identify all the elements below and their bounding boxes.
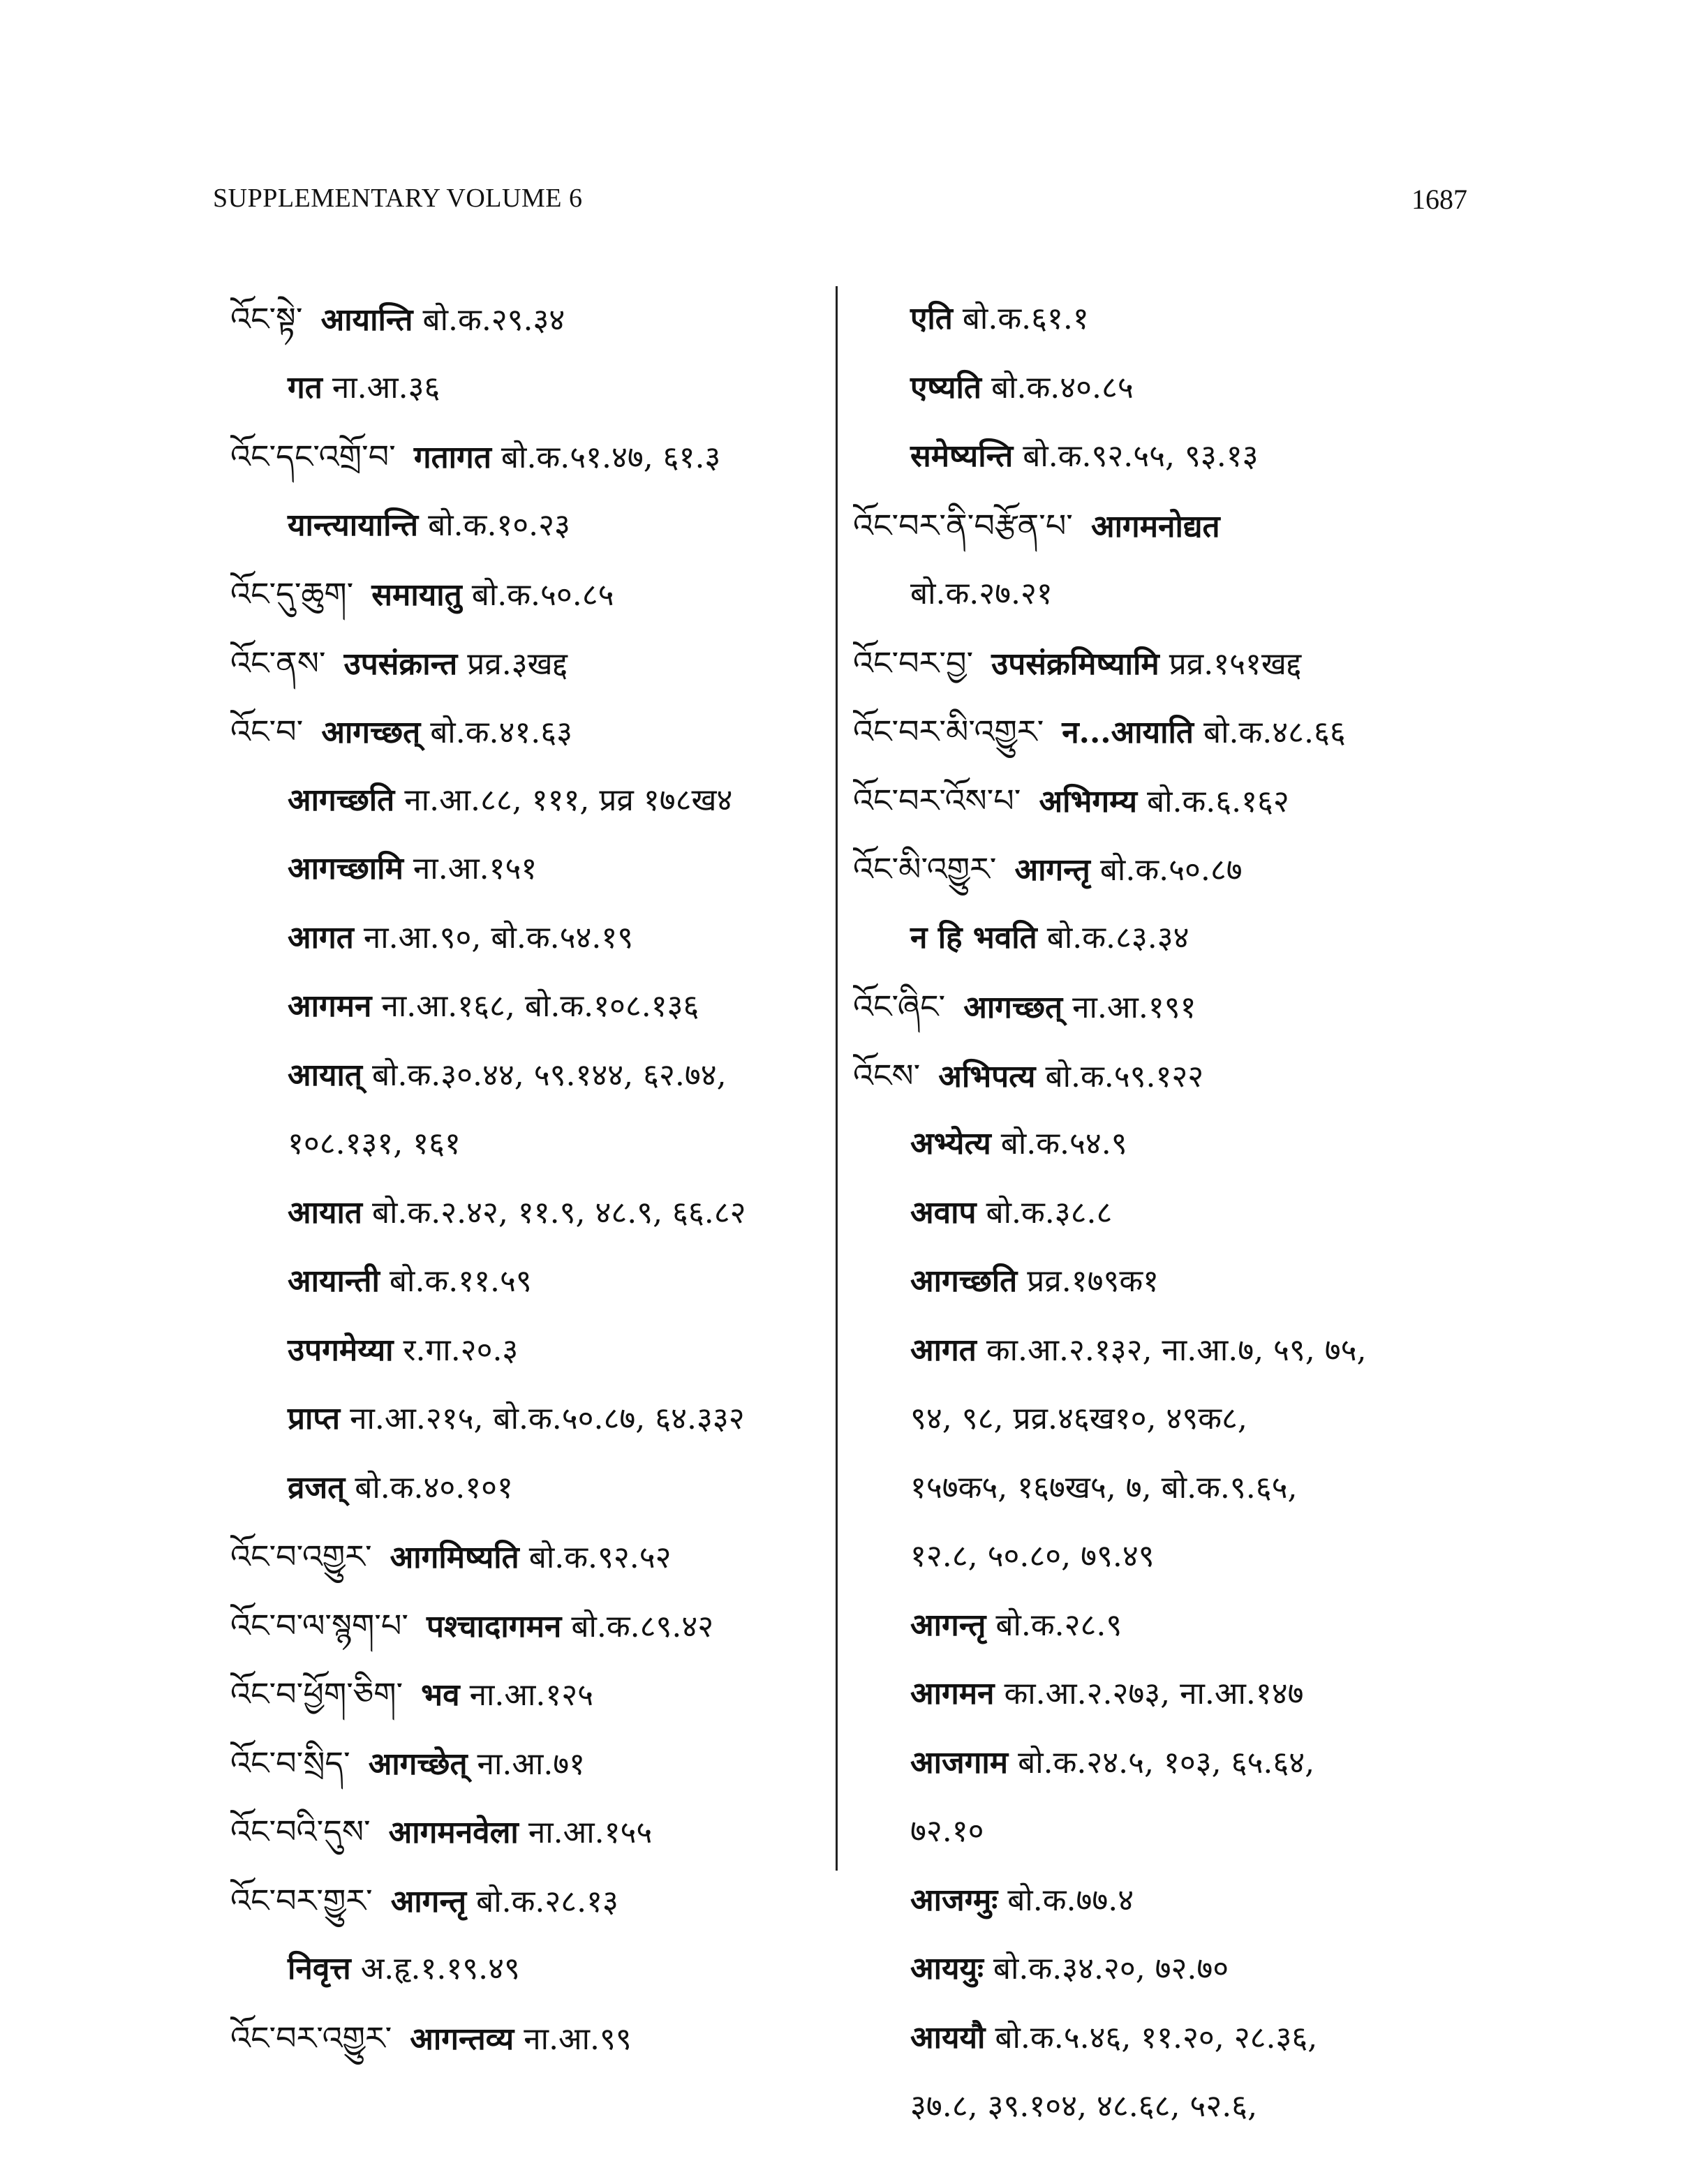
source-reference: बो.क.४१.६३: [430, 715, 572, 750]
dictionary-entry-line: [853, 1110, 1467, 1179]
source-reference: प्रव्र.३खद्द: [467, 646, 568, 682]
dictionary-entry-line: [853, 2004, 1467, 2073]
tibetan-headword: འོང་བར་བྱ་: [853, 644, 974, 682]
dictionary-entry-line: [853, 1247, 1467, 1316]
source-reference: बो.क.४८.६६: [1203, 715, 1346, 750]
dictionary-entry-line: [230, 1935, 831, 2004]
dictionary-entry-line: [230, 1729, 831, 1798]
source-reference: ९४, ९८, प्रव्र.४६ख१०, ४९क८,: [910, 1401, 1247, 1436]
sanskrit-equivalent: आयान्ती: [288, 1263, 380, 1299]
dictionary-entry-line: [853, 629, 1467, 698]
dictionary-entry-line: [230, 972, 831, 1041]
sanskrit-equivalent: भव: [421, 1677, 460, 1713]
sanskrit-equivalent: एति: [910, 301, 953, 336]
source-reference: ना.आ.७१: [477, 1746, 586, 1782]
tibetan-headword: འོང་བ་སྲིད་: [230, 1744, 350, 1782]
tibetan-headword: འོང་བར་འགྱུར་: [230, 2019, 392, 2057]
sanskrit-equivalent: गतागत: [413, 440, 491, 475]
source-reference: बो.क.२८.१३: [476, 1883, 618, 1919]
sanskrit-equivalent: अभिपत्य: [938, 1058, 1036, 1094]
source-reference: बो.क.५९.१२२: [1045, 1058, 1204, 1094]
dictionary-entry-line: [853, 904, 1467, 973]
sanskrit-equivalent: आगच्छत्: [963, 990, 1063, 1025]
tibetan-headword: འོང་སྟེ་: [230, 300, 303, 338]
dictionary-entry-line: [230, 697, 831, 766]
sanskrit-equivalent: अभ्येत्य: [910, 1126, 991, 1161]
source-reference: बो.क.८३.३४: [1046, 919, 1189, 956]
sanskrit-equivalent: न हि भवति: [910, 919, 1037, 956]
source-reference: बो.क.३८.८: [986, 1194, 1113, 1231]
sanskrit-equivalent: गत: [288, 369, 323, 406]
dictionary-entry-line: [853, 1522, 1467, 1591]
sanskrit-equivalent: अभिगम्य: [1039, 783, 1137, 819]
dictionary-entry-line: [230, 422, 831, 491]
source-reference: ना.आ.१६८, बो.क.१०८.१३६: [381, 988, 699, 1024]
source-reference: का.आ.२.२७३, ना.आ.१४७: [1004, 1676, 1304, 1711]
dictionary-entry-line: [853, 1385, 1467, 1454]
source-reference: बो.क.५४.९: [1000, 1126, 1127, 1161]
source-reference: अ.हृ.१.१९.४९: [360, 1951, 520, 1986]
source-reference: बो.क.२.४२, ११.९, ४८.९, ६६.८२: [371, 1194, 746, 1231]
source-reference: बो.क.४०.१०१: [355, 1469, 513, 1506]
dictionary-entry-line: [853, 1454, 1467, 1523]
tibetan-headword: འོང་བ་ཕྱོག་ཅིག་: [230, 1675, 403, 1713]
sanskrit-equivalent: आगमन: [910, 1676, 995, 1711]
source-reference: १५७क५, १६७ख५, ७, बो.क.९.६५,: [910, 1469, 1298, 1506]
sanskrit-equivalent: आगन्तृ: [910, 1607, 986, 1643]
sanskrit-equivalent: आजगाम: [910, 1744, 1009, 1781]
dictionary-entry-line: [853, 1866, 1467, 1936]
dictionary-entry-line: [230, 1454, 831, 1523]
dictionary-entry-line: [230, 354, 831, 423]
dictionary-entry-line: [230, 1247, 831, 1316]
dictionary-entry-line: [853, 697, 1467, 766]
tibetan-headword: འོང་བར་ནི་བརྩོན་པ་: [853, 506, 1073, 544]
dictionary-entry-line: [853, 1179, 1467, 1248]
sanskrit-equivalent: आगन्तृ: [390, 1883, 467, 1919]
sanskrit-equivalent: आगच्छेत्: [368, 1746, 468, 1782]
source-reference: बो.क.९२.५५, ९३.१३: [1023, 438, 1259, 474]
tibetan-headword: འོང་བ་ལ་སྙག་པ་: [230, 1606, 409, 1644]
sanskrit-equivalent: आगच्छामि: [288, 851, 403, 886]
sanskrit-equivalent: आययौ: [910, 2019, 986, 2056]
sanskrit-equivalent: आगमिष्यति: [390, 1540, 519, 1575]
sanskrit-equivalent: समायातु: [371, 577, 462, 613]
sanskrit-equivalent: आययुः: [910, 1951, 984, 1986]
source-reference: ना.आ.९९: [524, 2021, 632, 2057]
tibetan-headword: འོངས་: [853, 1056, 921, 1094]
sanskrit-equivalent: आगमनवेला: [388, 1815, 519, 1850]
source-reference: बो.क.५.४६, ११.२०, २८.३६,: [995, 2019, 1318, 2056]
sanskrit-equivalent: निवृत्त: [288, 1951, 351, 1986]
dictionary-entry-line: [230, 1110, 831, 1179]
sanskrit-equivalent: आजग्मुः: [910, 1882, 998, 1918]
source-reference: १०८.१३१, १६१: [288, 1126, 461, 1161]
source-reference: ना.आ.१५५: [528, 1815, 653, 1850]
dictionary-entry-line: [230, 2004, 831, 2073]
source-reference: ३७.८, ३९.१०४, ४८.६८, ५२.६,: [910, 2088, 1258, 2124]
sanskrit-equivalent: आगत: [910, 1332, 977, 1368]
source-reference: बो.क.५०.८७: [1099, 852, 1243, 888]
dictionary-entry-line: [853, 1041, 1467, 1110]
source-reference: बो.क.२४.५, १०३, ६५.६४,: [1018, 1744, 1315, 1781]
source-reference: ना.आ.२१५, बो.क.५०.८७, ६४.३३२: [350, 1401, 745, 1436]
dictionary-entry-line: [230, 1591, 831, 1661]
source-reference: बो.क.११.५९: [389, 1263, 532, 1299]
source-reference: बो.क.४०.८५: [991, 369, 1134, 406]
source-reference: प्रव्र.१७९क१: [1027, 1263, 1159, 1299]
dictionary-entry-line: [853, 491, 1467, 560]
source-reference: बो.क.२८.९: [995, 1607, 1122, 1643]
dictionary-entry-line: [853, 354, 1467, 423]
sanskrit-equivalent: व्रजत्: [288, 1469, 346, 1506]
sanskrit-equivalent: आगच्छति: [288, 782, 395, 818]
tibetan-headword: འོང་ཞིང་: [853, 988, 946, 1025]
sanskrit-equivalent: अवाप: [910, 1194, 977, 1231]
dictionary-entry-line: [853, 1935, 1467, 2004]
sanskrit-equivalent: आगमन: [288, 988, 372, 1024]
sanskrit-equivalent: आगच्छत्: [321, 715, 421, 750]
source-reference: बो.क.१०.२३: [428, 507, 570, 543]
running-header: SUPPLEMENTARY VOLUME 6: [213, 184, 583, 213]
dictionary-entry-line: [853, 1591, 1467, 1661]
source-reference: ७२.१०: [910, 1813, 984, 1849]
sanskrit-equivalent: न...आयाति: [1062, 715, 1194, 750]
sanskrit-equivalent: उपसंक्रान्त: [343, 646, 458, 682]
dictionary-entry-line: [853, 1797, 1467, 1866]
dictionary-entry-line: [230, 766, 831, 835]
source-reference: १२.८, ५०.८०, ७९.४९: [910, 1538, 1155, 1574]
dictionary-entry-line: [230, 1522, 831, 1591]
right-column: [853, 285, 1467, 2141]
source-reference: बो.क.७७.४: [1007, 1882, 1134, 1918]
sanskrit-equivalent: आगमनोद्यत: [1090, 508, 1220, 544]
source-reference: प्रव्र.१५१खद्द: [1169, 646, 1302, 682]
dictionary-entry-line: [230, 560, 831, 629]
source-reference: बो.क.८९.४२: [571, 1608, 714, 1644]
dictionary-entry-line: [230, 1179, 831, 1248]
sanskrit-equivalent: एष्यति: [910, 369, 981, 406]
sanskrit-equivalent: आयात्: [288, 1057, 362, 1093]
column-divider: [836, 286, 838, 1871]
dictionary-entry-line: [230, 1041, 831, 1110]
sanskrit-equivalent: आगन्तृ: [1014, 852, 1090, 888]
tibetan-headword: འོང་བར་གྱུར་: [230, 1881, 373, 1919]
dictionary-entry-line: [230, 1866, 831, 1936]
sanskrit-equivalent: प्राप्त: [288, 1401, 341, 1436]
dictionary-entry-line: [230, 1660, 831, 1729]
source-reference: ना.आ.३६: [332, 369, 440, 406]
tibetan-headword: འོང་དང་འགྲོ་བ་: [230, 438, 396, 475]
source-reference: ना.आ.९०, बो.क.५४.१९: [363, 919, 634, 956]
sanskrit-equivalent: आगत: [288, 919, 354, 956]
tibetan-headword: འོང་བར་མི་འགྱུར་: [853, 713, 1044, 750]
dictionary-entry-line: [230, 835, 831, 904]
source-reference: बो.क.६१.१: [962, 301, 1089, 336]
source-reference: ना.आ.१५१: [413, 851, 538, 886]
sanskrit-equivalent: आयान्ति: [320, 302, 413, 338]
source-reference: ना.आ.१९१: [1072, 990, 1196, 1025]
tibetan-headword: འོང་བ་འགྱུར་: [230, 1538, 372, 1575]
dictionary-entry-line: [853, 285, 1467, 354]
source-reference: बो.क.५०.८५: [471, 577, 614, 613]
dictionary-entry-line: [230, 491, 831, 560]
dictionary-entry-line: [853, 2072, 1467, 2141]
dictionary-entry-line: [230, 1316, 831, 1386]
tibetan-headword: འོང་མི་འགྱུར་: [853, 850, 997, 888]
sanskrit-equivalent: उपसंक्रमिष्यामि: [991, 646, 1159, 682]
dictionary-entry-line: [853, 560, 1467, 629]
dictionary-entry-line: [853, 835, 1467, 904]
source-reference: बो.क.६.१६२: [1147, 783, 1289, 819]
dictionary-entry-line: [853, 972, 1467, 1041]
left-column: [230, 285, 831, 2072]
source-reference: बो.क.५१.४७, ६१.३: [501, 440, 721, 475]
sanskrit-equivalent: आयात: [288, 1194, 362, 1231]
source-reference: का.आ.२.१३२, ना.आ.७, ५९, ७५,: [986, 1332, 1367, 1368]
dictionary-entry-line: [230, 904, 831, 973]
source-reference: बो.क.३४.२०, ७२.७०: [993, 1951, 1229, 1986]
source-reference: बो.क.९२.५२: [528, 1540, 672, 1575]
tibetan-headword: འོང་བའི་དུས་: [230, 1813, 371, 1850]
dictionary-entry-line: [230, 1385, 831, 1454]
sanskrit-equivalent: समेष्यन्ति: [910, 438, 1014, 474]
tibetan-headword: འོང་བ་: [230, 713, 304, 750]
dictionary-entry-line: [853, 1316, 1467, 1386]
source-reference: बो.क.२७.२१: [910, 576, 1053, 611]
source-reference: बो.क.३०.४४, ५९.१४४, ६२.७४,: [371, 1057, 727, 1093]
source-reference: र.गा.२०.३: [403, 1332, 519, 1368]
dictionary-entry-line: [230, 285, 831, 354]
sanskrit-equivalent: आगच्छति: [910, 1263, 1018, 1299]
sanskrit-equivalent: उपगमेय्या: [288, 1332, 394, 1368]
dictionary-entry-line: [230, 629, 831, 698]
dictionary-entry-line: [230, 1797, 831, 1866]
tibetan-headword: འོང་ནས་: [230, 644, 326, 682]
dictionary-entry-line: [853, 1660, 1467, 1729]
source-reference: ना.आ.१२५: [469, 1677, 593, 1713]
dictionary-entry-line: [853, 1729, 1467, 1798]
tibetan-headword: འོང་དུ་ཆུག་: [230, 575, 354, 613]
tibetan-headword: འོང་བར་འོས་པ་: [853, 781, 1021, 819]
sanskrit-equivalent: आगन्तव्य: [410, 2021, 514, 2057]
dictionary-entry-line: [853, 422, 1467, 491]
source-reference: ना.आ.८८, १११, प्रव्र १७८ख४: [404, 782, 733, 818]
dictionary-entry-line: [853, 766, 1467, 835]
source-reference: बो.क.२९.३४: [422, 302, 565, 338]
sanskrit-equivalent: पश्चादागमन: [427, 1608, 562, 1644]
page-number: 1687: [1411, 184, 1467, 215]
sanskrit-equivalent: यान्त्यायान्ति: [288, 507, 419, 543]
